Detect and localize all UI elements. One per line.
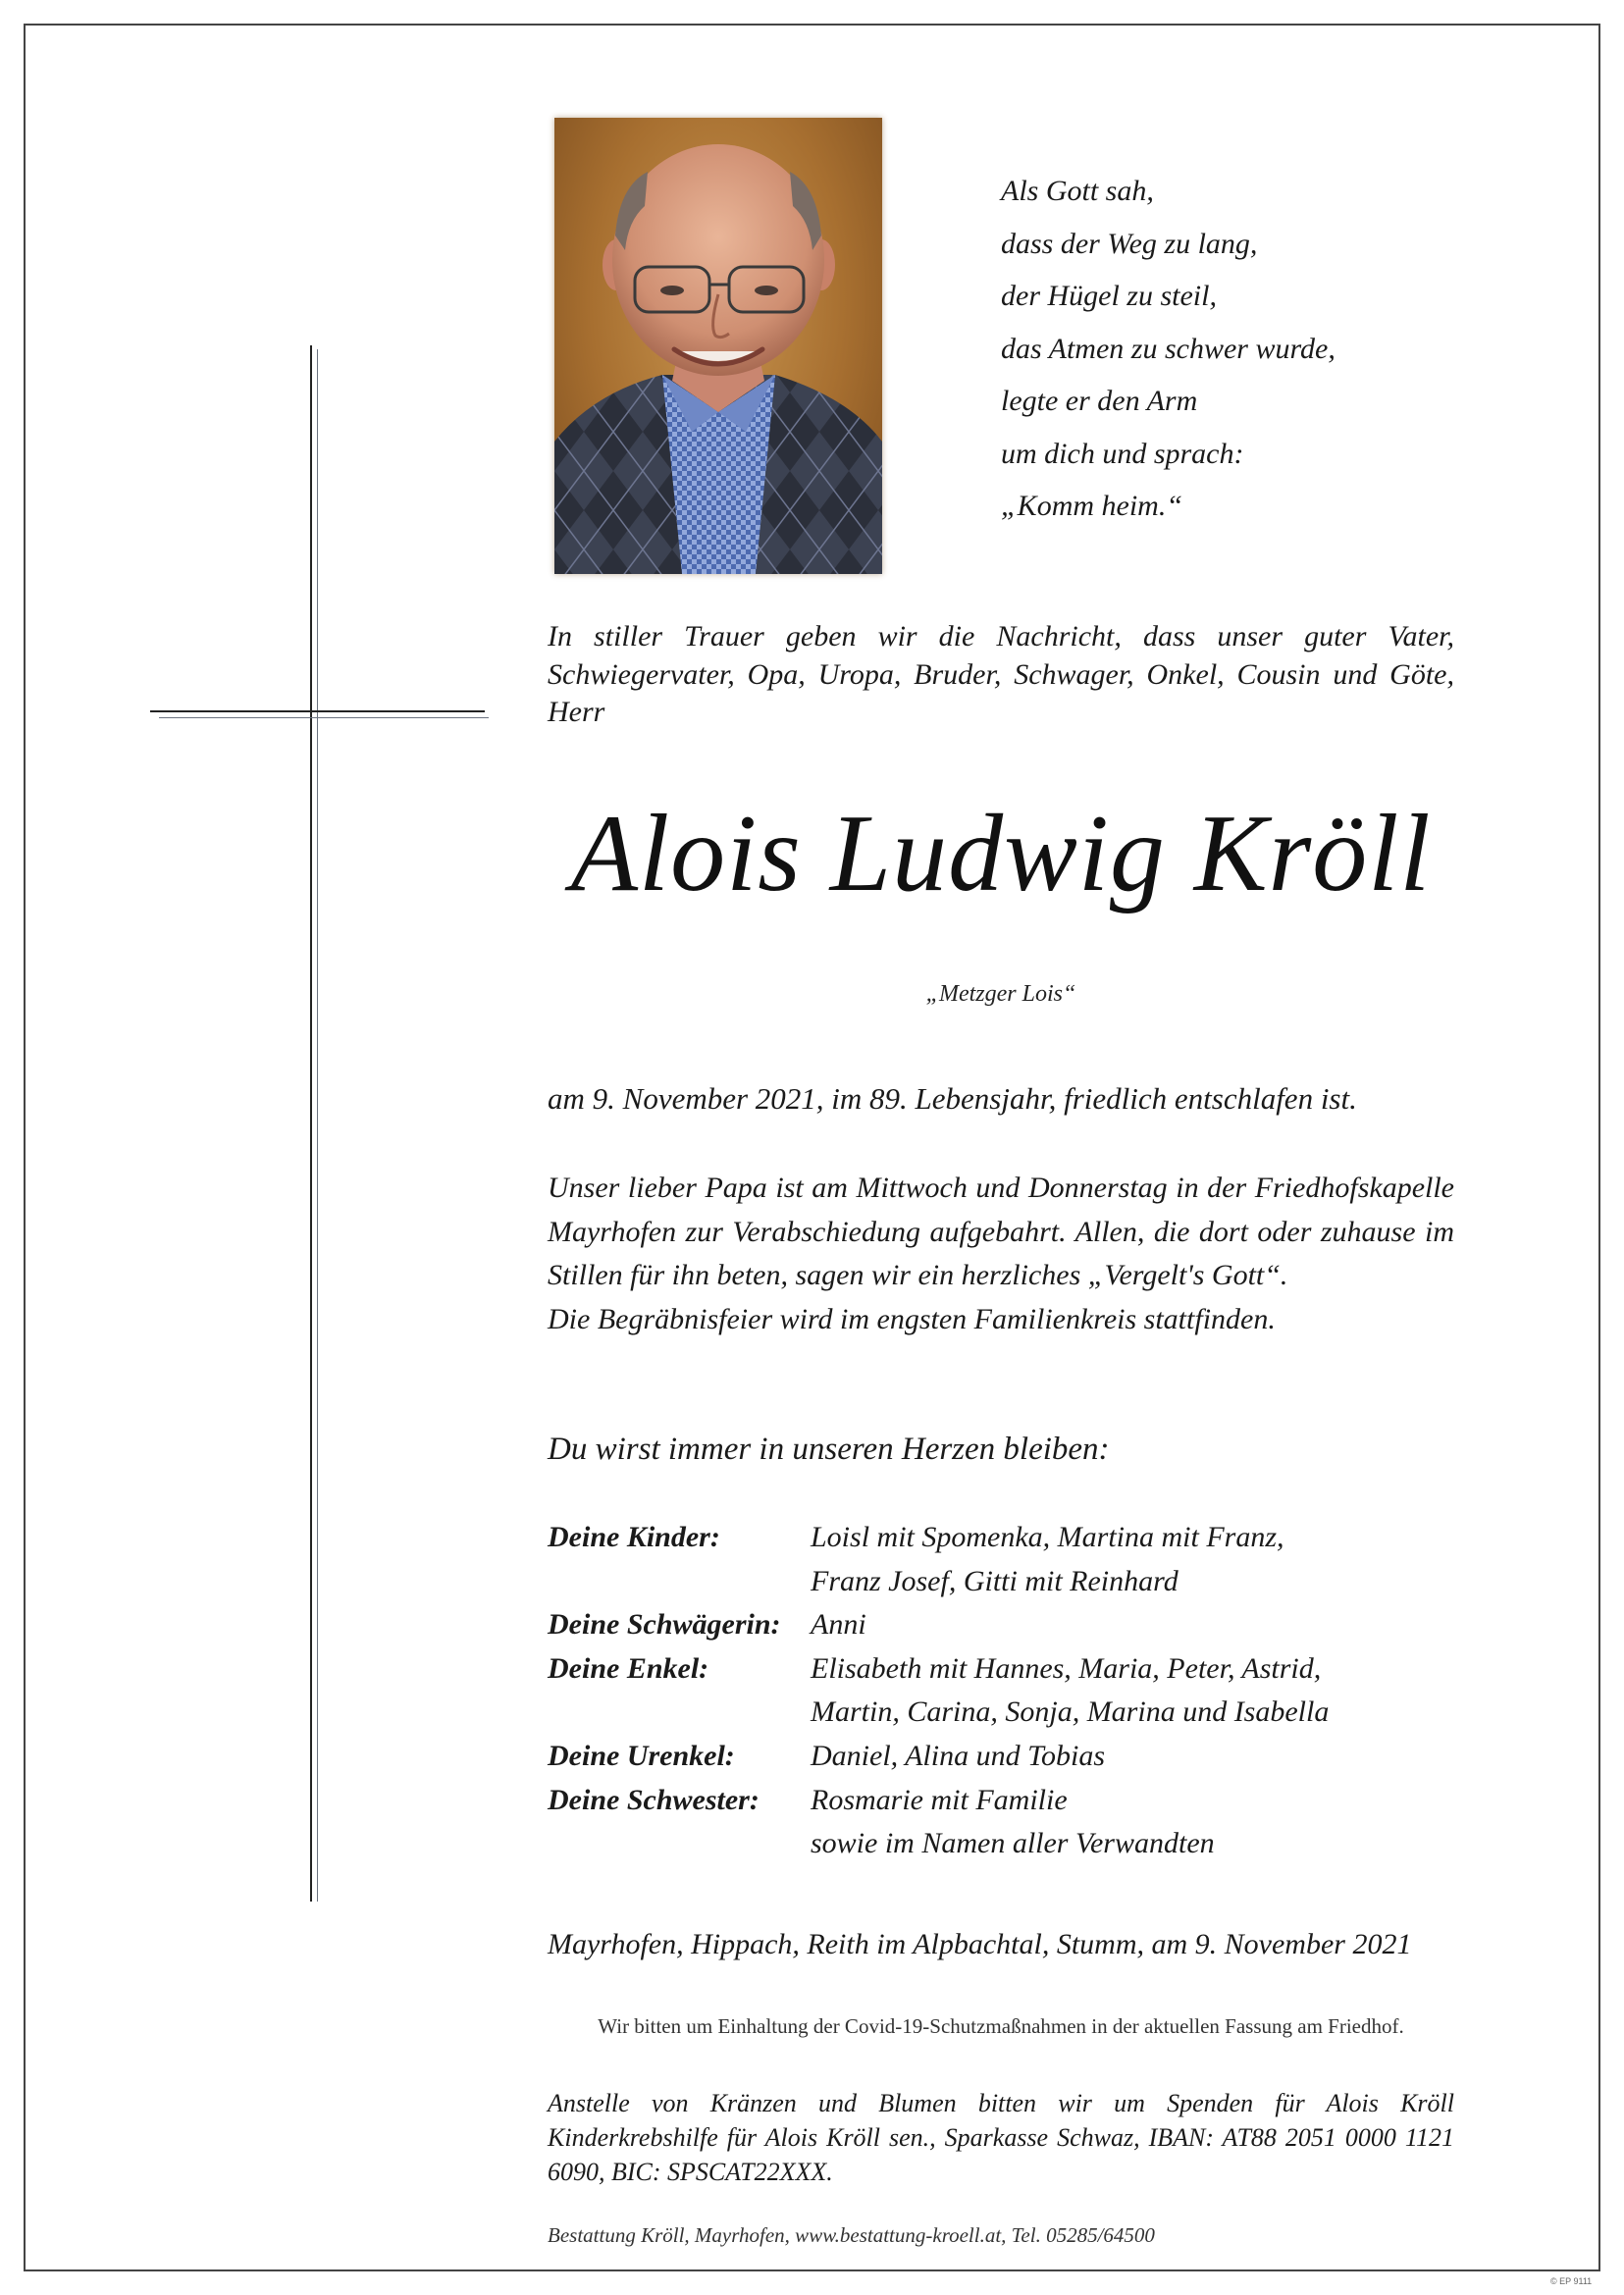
poem <box>1001 165 1452 533</box>
family-names <box>811 1647 1470 1735</box>
family-line: Anni <box>811 1608 866 1642</box>
family-line: Elisabeth mit Hannes, Maria, Peter, Astrid, <box>811 1651 1322 1685</box>
deceased-nickname: „Metzger Lois“ <box>925 981 1076 1007</box>
funeral-home-footer: Bestattung Kröll, Mayrhofen, www.bestattung-kroell.at, Tel. 05285/64500 <box>548 2223 1155 2247</box>
poem-line: Als Gott sah, <box>1001 175 1154 207</box>
family-line: Rosmarie mit Familie <box>811 1783 1068 1816</box>
cross-horizontal-bar <box>150 710 485 712</box>
family-row <box>548 1647 1470 1735</box>
death-notice: am 9. November 2021, im 89. Lebensjahr, friedlich entschlafen ist. <box>548 1081 1357 1116</box>
cross-vertical-bar <box>310 345 312 1902</box>
family-names <box>811 1603 1470 1647</box>
family-line: Daniel, Alina und Tobias <box>811 1739 1106 1772</box>
family-line: Martin, Carina, Sonja, Marina und Isabella <box>811 1695 1330 1729</box>
family-line: Franz Josef, Gitti mit Reinhard <box>811 1564 1179 1597</box>
family-row <box>548 1735 1470 1779</box>
family-names <box>811 1516 1470 1603</box>
covid-note: Wir bitten um Einhaltung der Covid-19-Schutzmaßnahmen in der aktuellen Fassung am Friedhof. <box>598 2014 1404 2038</box>
family-label: Deine Enkel: <box>548 1651 709 1685</box>
family-row <box>548 1603 1470 1647</box>
funeral-note: Die Begräbnisfeier wird im engsten Familienkreis stattfinden. <box>548 1302 1276 1335</box>
family-row <box>548 1516 1470 1603</box>
portrait-illustration <box>554 118 882 574</box>
intro-text: In stiller Trauer geben wir die Nachricht, dass unser guter Vater, Schwiegervater, Opa, Uropa, Bruder, Schwager, Onkel, Cousin und Göte, Herr <box>548 620 1454 728</box>
cross-vertical-shadow <box>317 349 318 1902</box>
family-line: Loisl mit Spomenka, Martina mit Franz, <box>811 1521 1284 1553</box>
family-label: Deine Schwägerin: <box>548 1608 781 1642</box>
place-date: Mayrhofen, Hippach, Reith im Alpbachtal, Stumm, am 9. November 2021 <box>548 1928 1412 1960</box>
portrait-photo <box>554 118 882 574</box>
body-paragraph: Unser lieber Papa ist am Mittwoch und Donnerstag in der Friedhofskapelle Mayrhofen zur Verabschiedung aufgebahrt. Allen, die dort oder zuhause im Stillen für ihn beten, sagen wir ein herzliches „Vergelt's Gott“. <box>548 1172 1454 1291</box>
family-label: Deine Kinder: <box>548 1521 720 1553</box>
family-line: sowie im Namen aller Verwandten <box>811 1827 1215 1860</box>
motto: Du wirst immer in unseren Herzen bleiben: <box>548 1432 1110 1467</box>
body-text <box>548 1167 1454 1341</box>
poem-line: „Komm heim.“ <box>1001 490 1183 522</box>
cross-horizontal-shadow <box>159 717 489 718</box>
family-names <box>811 1735 1470 1779</box>
deceased-name: Alois Ludwig Kröll <box>570 793 1432 914</box>
family-names <box>811 1779 1470 1866</box>
family-list <box>548 1516 1470 1866</box>
poem-line: das Atmen zu schwer wurde, <box>1001 332 1336 365</box>
family-label: Deine Urenkel: <box>548 1739 735 1772</box>
poem-line: der Hügel zu steil, <box>1001 280 1217 312</box>
family-label: Deine Schwester: <box>548 1783 760 1816</box>
poem-line: um dich und sprach: <box>1001 437 1244 470</box>
poem-line: dass der Weg zu lang, <box>1001 227 1258 260</box>
poem-line: legte er den Arm <box>1001 385 1198 417</box>
print-code: © EP 9111 <box>1550 2276 1593 2286</box>
family-row <box>548 1779 1470 1866</box>
donation-note: Anstelle von Kränzen und Blumen bitten wir um Spenden für Alois Kröll Kinderkrebshilfe für Alois Kröll sen., Sparkasse Schwaz, IBAN: AT88 2051 0000 1121 6090, BIC: SPSCAT22XXX. <box>548 2089 1454 2186</box>
